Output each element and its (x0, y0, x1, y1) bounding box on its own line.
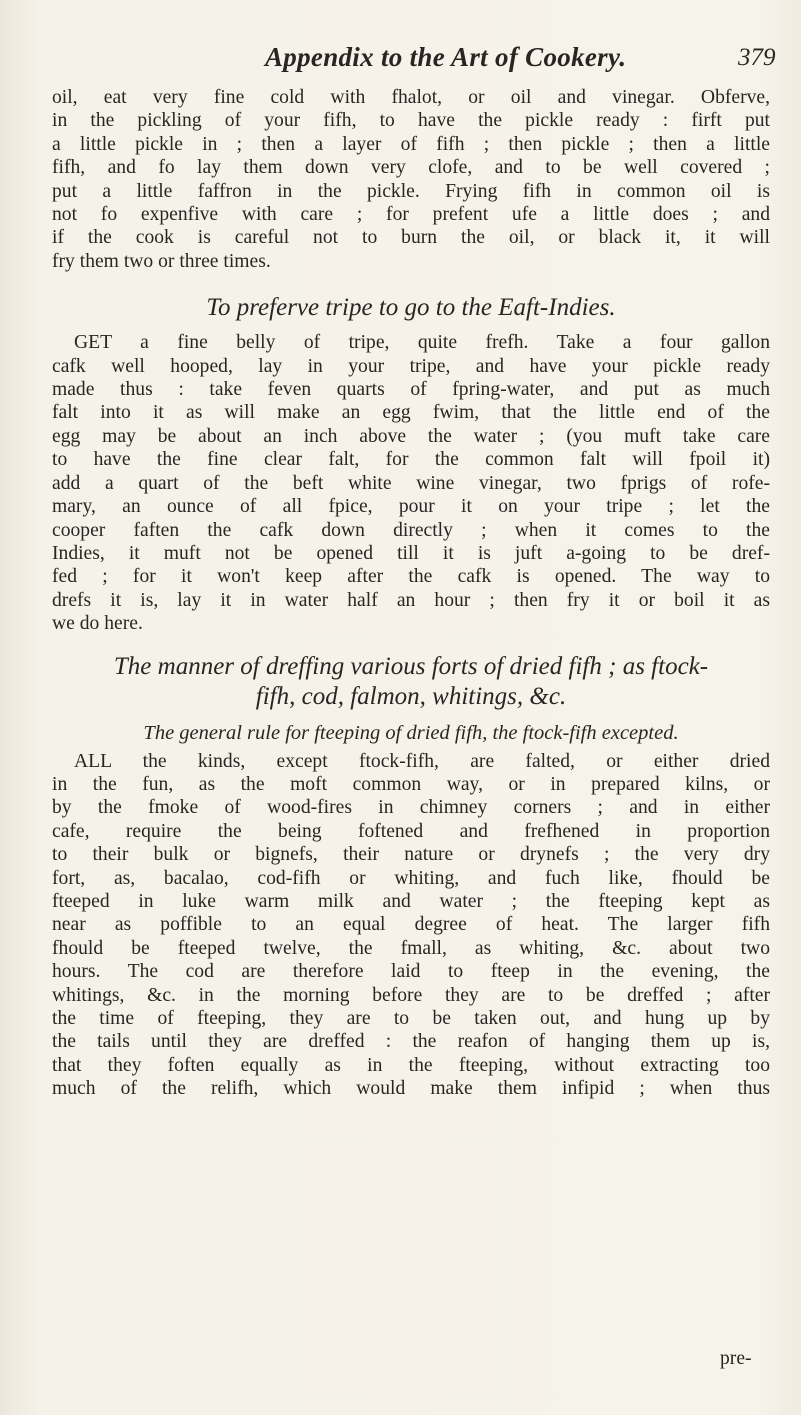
text-line: in the fun, as the moft common way, or in prepared kilns, or (52, 773, 770, 795)
running-title: Appendix to the Art of Cookery. (265, 42, 627, 72)
text-line: Indies, it muft not be opened till it is juft a-going to be dref- (52, 542, 770, 564)
text-line: cooper faften the cafk down directly ; when it comes to the (52, 519, 770, 541)
text-line: ALL the kinds, except ftock-fifh, are falted, or either dried (74, 750, 770, 772)
text-line: fry them two or three times. (52, 250, 271, 272)
text-line: in the pickling of your fifh, to have the pickle ready : firft put (52, 110, 770, 132)
text-line: mary, an ounce of all fpice, pour it on your tripe ; let the (52, 496, 770, 518)
section-heading-dried-fish (52, 652, 770, 712)
continuation-paragraph (52, 86, 770, 273)
text-line: near as poffible to an equal degree of heat. The larger fifh (52, 914, 770, 936)
text-line: add a quart of the beft white wine vinegar, two fprigs of rofe- (52, 472, 770, 494)
section-subheading: The general rule for fteeping of dried fifh, the ftock-fifh excepted. (143, 721, 679, 744)
text-line: oil, eat very fine cold with fhalot, or oil and vinegar. Obferve, (52, 87, 770, 108)
dried-fish-paragraph (52, 750, 770, 1101)
text-line: whitings, &c. in the morning before they are to be dreffed ; after (52, 984, 770, 1006)
text-line: if the cook is careful not to burn the oil, or black it, it will (52, 227, 770, 249)
text-line: cafk well hooped, lay in your tripe, and have your pickle ready (52, 355, 770, 377)
text-line: falt into it as will make an egg fwim, that the little end of the (52, 402, 770, 424)
text-line: we do here. (52, 613, 143, 635)
heading-line: fifh, cod, falmon, whitings, &c. (255, 682, 567, 710)
section-heading-tripe: To preferve tripe to go to the Eaft-Indies. (206, 294, 616, 322)
text-line: fteeped in luke warm milk and water ; the fteeping kept as (52, 890, 770, 912)
text-line: cafe, require the being foftened and frefhened in proportion (52, 820, 770, 842)
heading-line: The manner of dreffing various forts of dried fifh ; as ftock- (113, 652, 709, 680)
text-line: to have the fine clear falt, for the common falt will fpoil it) (52, 449, 770, 471)
text-line: much of the relifh, which would make them infipid ; when thus (52, 1078, 770, 1100)
text-line: to their bulk or bignefs, their nature or drynefs ; the very dry (52, 844, 770, 866)
text-line: fhould be fteeped twelve, the fmall, as whiting, &c. about two (52, 937, 770, 959)
text-line: put a little faffron in the pickle. Frying fifh in common oil is (52, 180, 770, 202)
text-line: GET a fine belly of tripe, quite frefh. Take a four gallon (74, 332, 770, 354)
text-line: by the fmoke of wood-fires in chimney corners ; and in either (52, 797, 770, 819)
text-line: a little pickle in ; then a layer of fifh ; then pickle ; then a little (52, 133, 770, 155)
text-line: the tails until they are dreffed : the reafon of hanging them up is, (52, 1031, 770, 1053)
tripe-paragraph (52, 331, 770, 635)
text-line: made thus : take feven quarts of fpring-water, and put as much (52, 379, 770, 401)
text-line: that they foften equally as in the fteeping, without extracting too (52, 1054, 770, 1076)
text-line: fort, as, bacalao, cod-fifh or whiting, and fuch like, fhould be (52, 867, 770, 889)
running-head (0, 42, 801, 82)
text-line: hours. The cod are therefore laid to fteep in the evening, the (52, 961, 770, 983)
text-line: fed ; for it won't keep after the cafk is opened. The way to (52, 566, 770, 588)
text-line: not fo expenfive with care ; for prefent ufe a little does ; and (52, 204, 770, 226)
text-line: the time of fteeping, they are to be taken out, and hung up by (52, 1008, 770, 1029)
catchword: pre- (720, 1348, 752, 1369)
text-line: fifh, and fo lay them down very clofe, and to be well covered ; (52, 157, 770, 179)
text-line: egg may be about an inch above the water ; (you muft take care (52, 425, 770, 447)
page-number: 379 (738, 44, 776, 71)
text-line: drefs it is, lay it in water half an hour ; then fry it or boil it as (52, 589, 770, 611)
page-body (52, 86, 770, 1101)
